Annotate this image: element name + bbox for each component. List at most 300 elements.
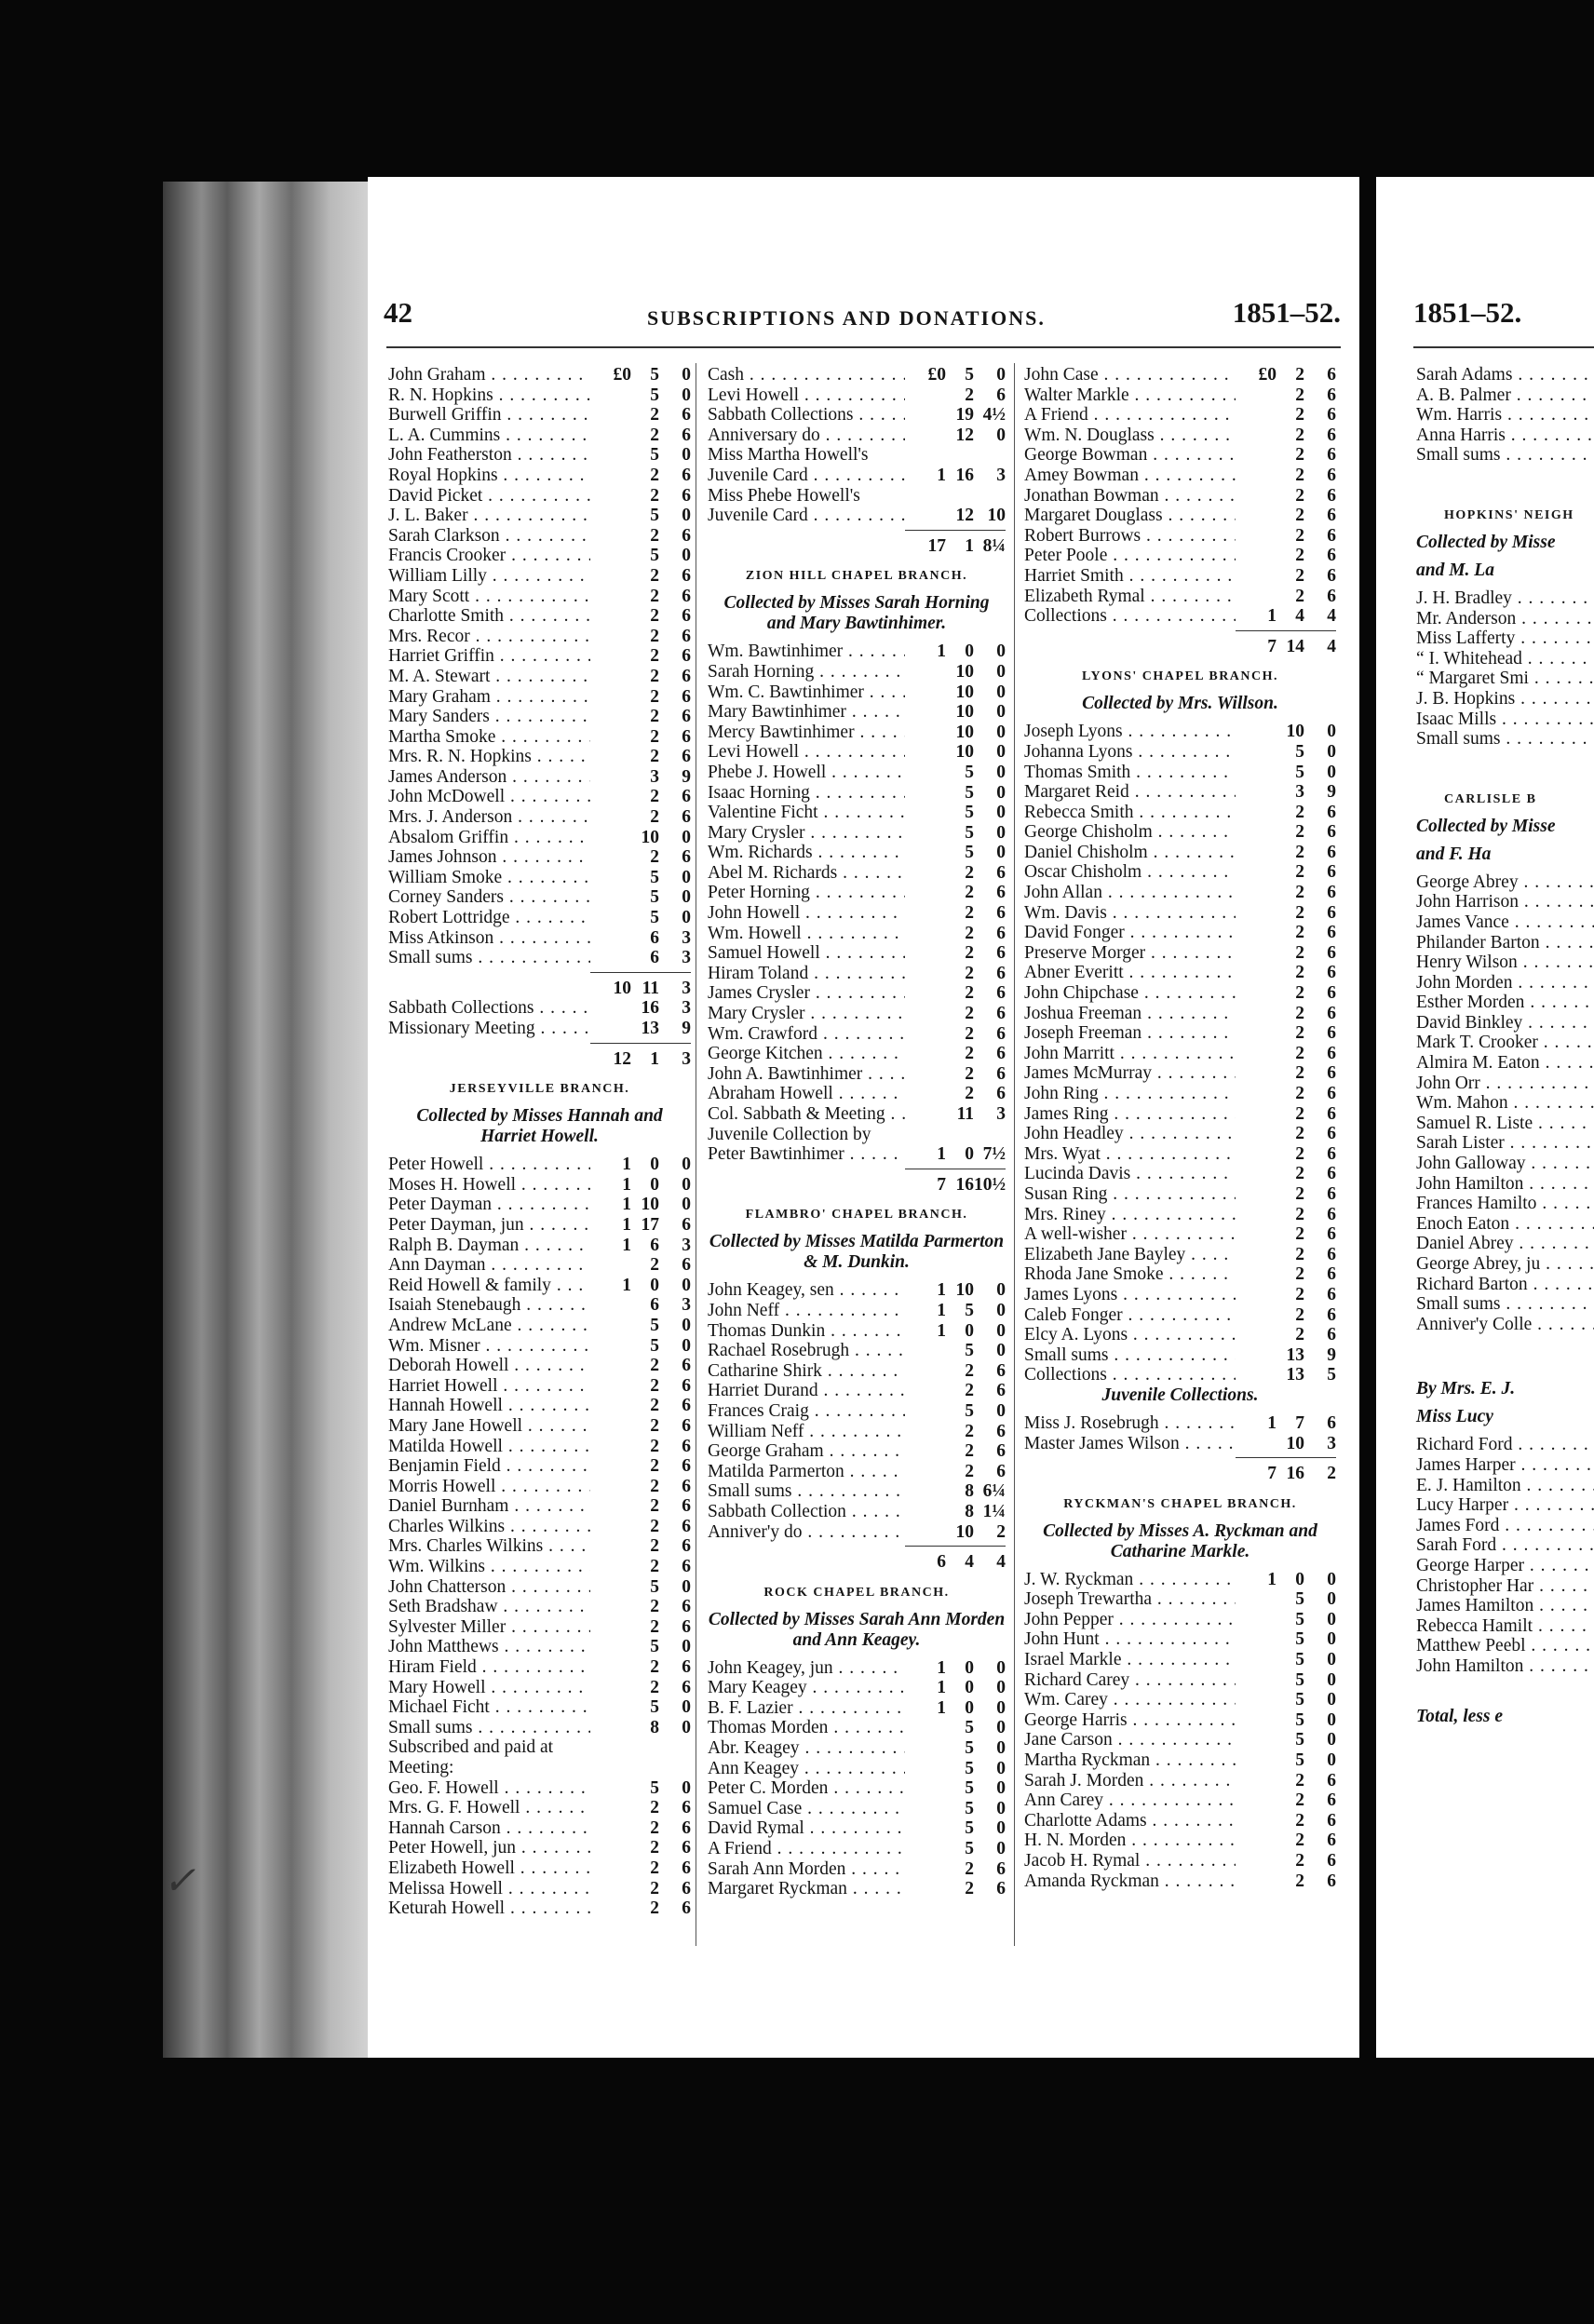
subtotal-row (1024, 637, 1336, 657)
list-item (1024, 445, 1336, 466)
amount-shillings: 5 (965, 1341, 974, 1361)
list-item (1024, 1730, 1336, 1750)
list-item (708, 1799, 1006, 1819)
branch-heading: JERSEYVILLE BRANCH. (449, 1082, 630, 1097)
amount-shillings: 12 (955, 506, 974, 526)
amount-shillings: 2 (1295, 1790, 1304, 1811)
amount-pounds: 1 (622, 1174, 631, 1195)
subscriber-name: John Harrison . . . (1416, 892, 1594, 912)
subscriber-name: David Picket . . . (388, 486, 590, 507)
list-item (708, 883, 1006, 903)
subscriber-name: George Harper . . . (1416, 1556, 1594, 1576)
amount-shillings: 2 (965, 385, 974, 405)
list-item (1024, 1063, 1336, 1084)
subscriber-name: Isaac Mills . . . (1416, 709, 1594, 730)
subscriber-name: James Vance . . . (1416, 912, 1594, 933)
subscriber-name: Abner Everitt . . . (1024, 963, 1236, 983)
amount-pence: 6 (1327, 1264, 1336, 1285)
amount-pence: 6 (996, 1421, 1006, 1441)
amount-pence: 6 (682, 1415, 691, 1436)
subscriber-name: John Marritt . . . (1024, 1044, 1236, 1064)
subscriber-name: Anniver'y Colle . . . (1416, 1315, 1594, 1335)
subscriber-name: Ann Keagey . . . (708, 1759, 905, 1779)
amount-shillings: 10 (1286, 1433, 1304, 1453)
spacer (1416, 1677, 1594, 1692)
amount-shillings: 6 (650, 1295, 659, 1316)
amount-shillings: 2 (650, 1657, 659, 1678)
amount-pence: 6 (1327, 902, 1336, 923)
amount-pence: 0 (682, 1315, 691, 1335)
collector-note: Collected by Misses Sarah Ann Morden and Ann Keagey. (708, 1609, 1006, 1650)
collector-note: Collected by Misses Hannah and Harriet Howell. (416, 1106, 663, 1147)
list-item (1024, 566, 1336, 587)
branch-heading: HOPKINS' NEIGH (1444, 507, 1574, 522)
subscriber-name: Peter Howell . . . (388, 1155, 590, 1175)
list-item (708, 1698, 1006, 1719)
subscriber-name: Thomas Morden . . . (708, 1718, 905, 1738)
subscriber-name: Burwell Griffin . . . (388, 405, 590, 426)
list-item (1024, 486, 1336, 507)
list-item (1416, 993, 1594, 1013)
subscriber-name: Benjamin Field . . . (388, 1456, 590, 1477)
list-item (1024, 1205, 1336, 1225)
list-item (1024, 1851, 1336, 1871)
amount-pence: 1¼ (982, 1501, 1006, 1521)
amount-shillings: 2 (1295, 1183, 1304, 1204)
amount-shillings: 0 (965, 1320, 974, 1341)
subscriber-name: James Hamilton . . . (1416, 1596, 1594, 1616)
amount-pence: 6 (682, 1597, 691, 1617)
list-item (1416, 1636, 1594, 1656)
subscriber-name: John Featherston . . . (388, 445, 590, 466)
subscriber-name: Small sums . . . (1416, 445, 1594, 466)
subscriber-name: Jane Carson . . . (1024, 1730, 1236, 1750)
list-item (388, 1597, 691, 1617)
subscriber-name: John Case . . . (1024, 365, 1236, 385)
subscriber-name: Charlotte Smith . . . (388, 606, 590, 627)
amount-shillings: 2 (650, 787, 659, 807)
list-item (388, 1778, 691, 1799)
collector-note: and M. La (1416, 560, 1494, 580)
subtotal-shillings: 1 (965, 535, 974, 556)
subtotal-row (708, 536, 1006, 557)
amount-shillings: 2 (1295, 1164, 1304, 1184)
list-item (1024, 1325, 1336, 1345)
column-divider (1014, 363, 1015, 1946)
amount-shillings: 0 (965, 642, 974, 662)
amount-shillings: 5 (650, 867, 659, 887)
list-item (388, 606, 691, 627)
amount-shillings: 5 (1295, 762, 1304, 782)
list-item (708, 1004, 1006, 1024)
subscriber-name: Sarah Lister . . . (1416, 1133, 1594, 1154)
amount-shillings: 2 (1295, 1124, 1304, 1144)
subscriber-name: Margaret Reid . . . (1024, 782, 1236, 803)
amount-pence: 0 (1327, 741, 1336, 762)
list-item (388, 1678, 691, 1698)
collector-note: Collected by Misses Sarah Horning and Mary Bawtinhimer. (723, 593, 990, 634)
amount-shillings: 2 (1295, 1304, 1304, 1325)
subscriber-name: J. B. Hopkins . . . (1416, 689, 1594, 709)
subscriber-name: Jacob H. Rymal . . . (1024, 1851, 1236, 1871)
amount-shillings: 2 (1295, 1143, 1304, 1164)
amount-pounds: 1 (937, 1144, 946, 1165)
amount-shillings: 2 (650, 1536, 659, 1557)
list-item (1024, 1224, 1336, 1245)
list-item (708, 1084, 1006, 1104)
subscriber-name: Mrs. J. Anderson . . . (388, 807, 590, 828)
list-item (388, 868, 691, 888)
subtotal-pence: 3 (682, 978, 691, 998)
subscriber-name: Catharine Shirk . . . (708, 1361, 905, 1382)
amount-pence: 0 (996, 1839, 1006, 1859)
subscriber-name: Wm. Davis . . . (1024, 903, 1236, 924)
subscriber-name: Sabbath Collection . . . (708, 1502, 905, 1522)
amount-pence: 6 (996, 385, 1006, 405)
book-page-right (1376, 177, 1594, 2058)
subscriber-name: Robert Lottridge . . . (388, 908, 590, 928)
amount-shillings: 2 (1295, 923, 1304, 943)
list-item (388, 405, 691, 426)
amount-pounds: 1 (937, 1678, 946, 1698)
subtotal-row (1024, 1464, 1336, 1484)
amount-pence: 0 (1327, 1589, 1336, 1610)
amount-pence: 0 (682, 867, 691, 887)
subscriber-name: Margaret Douglass . . . (1024, 506, 1236, 526)
amount-pence: 6 (682, 1516, 691, 1536)
list-item (388, 1276, 691, 1296)
amount-shillings: 0 (650, 1275, 659, 1295)
list-item (708, 723, 1006, 743)
amount-shillings: 2 (1295, 862, 1304, 883)
list-item (1416, 1516, 1594, 1536)
amount-pence: 6 (682, 425, 691, 445)
amount-shillings: 2 (650, 1878, 659, 1898)
subscriber-name: Sarah Adams . . . (1416, 365, 1594, 385)
list-item (708, 1361, 1006, 1382)
list-item (708, 1422, 1006, 1442)
amount-pence: 7½ (982, 1144, 1006, 1165)
subtotal-row (708, 1175, 1006, 1196)
list-item (388, 1456, 691, 1477)
list-item (1416, 1576, 1594, 1597)
amount-pence: 6 (996, 1381, 1006, 1401)
subscriber-name: George Abrey, ju . . . (1416, 1254, 1594, 1275)
amount-shillings: 2 (1295, 1871, 1304, 1891)
subscriber-name: Henry Wilson . . . (1416, 953, 1594, 973)
list-item (388, 767, 691, 788)
amount-shillings: 2 (650, 465, 659, 485)
list-item (1416, 933, 1594, 953)
list-item (1024, 1790, 1336, 1811)
amount-pence: 6 (996, 883, 1006, 903)
subscriber-name: Levi Howell . . . (708, 742, 905, 763)
spacer (1416, 1334, 1594, 1349)
subscriber-name: Sarah J. Morden . . . (1024, 1771, 1236, 1791)
subscriber-name: John Chipchase . . . (1024, 983, 1236, 1004)
subscriber-name: Mary Crysler . . . (708, 823, 905, 844)
subscriber-name: Hiram Toland . . . (708, 964, 905, 984)
subscriber-name: Hannah Carson . . . (388, 1818, 590, 1839)
amount-pence: 6 (1327, 365, 1336, 385)
amount-pence: 6 (682, 1456, 691, 1477)
amount-pounds: 1 (937, 1657, 946, 1678)
amount-pence: 6 (996, 943, 1006, 964)
list-item (708, 1301, 1006, 1321)
amount-shillings: 5 (1295, 1609, 1304, 1629)
subscriber-name: “ Margaret Smi . . . (1416, 669, 1594, 689)
subscriber-name: Wm. N. Douglass . . . (1024, 426, 1236, 446)
list-item (708, 863, 1006, 884)
amount-pence: 0 (996, 762, 1006, 782)
subscriber-name: Harriet Griffin . . . (388, 646, 590, 667)
subscriber-name: Lucy Harper . . . (1416, 1495, 1594, 1516)
list-item (708, 662, 1006, 682)
subscriber-name: A Friend . . . (1024, 405, 1236, 426)
subscriber-name: Miss Phebe Howell's (708, 485, 860, 506)
amount-shillings: 2 (965, 883, 974, 903)
amount-pence: 6 (682, 1536, 691, 1557)
subscriber-name: Thomas Dunkin . . . (708, 1321, 905, 1342)
amount-pence: 6 (1327, 802, 1336, 822)
list-item (1416, 405, 1594, 426)
amount-pence: 6 (682, 747, 691, 767)
list-item (708, 642, 1006, 662)
amount-pence: 6 (996, 923, 1006, 943)
list-item (708, 1839, 1006, 1859)
subscriber-name: Sabbath Collections . . . (708, 405, 905, 426)
amount-pence: 6 (682, 1557, 691, 1577)
amount-shillings: 2 (1295, 883, 1304, 903)
amount-pence: 6 (1327, 525, 1336, 546)
subscriber-name: Anna Harris . . . (1416, 426, 1594, 446)
subscriber-name: Richard Ford . . . (1416, 1435, 1594, 1455)
amount-shillings: 2 (650, 1356, 659, 1376)
subscriber-name: Hannah Howell . . . (388, 1396, 590, 1416)
amount-shillings: 5 (650, 1576, 659, 1597)
list-item (708, 1859, 1006, 1880)
amount-pence: 6 (1327, 1790, 1336, 1811)
amount-pence: 3 (682, 998, 691, 1019)
subscriber-name: Matilda Parmerton . . . (708, 1462, 905, 1482)
amount-shillings: 2 (965, 1084, 974, 1104)
list-item (1024, 883, 1336, 903)
subscriber-name: David Rymal . . . (708, 1818, 905, 1839)
amount-shillings: 2 (650, 646, 659, 667)
list-item (388, 1255, 691, 1276)
list-item (708, 1462, 1006, 1482)
list-item (708, 983, 1006, 1004)
collector-note: Collected by Misse (1416, 532, 1556, 552)
amount-shillings: 17 (641, 1214, 659, 1235)
subscriber-name: Jonathan Bowman . . . (1024, 486, 1236, 507)
subscriber-name: Geo. F. Howell . . . (388, 1778, 590, 1799)
subscriber-name: Harriet Durand . . . (708, 1381, 905, 1401)
subscriber-name: Johanna Lyons . . . (1024, 742, 1236, 763)
list-item (1024, 426, 1336, 446)
amount-shillings: 5 (1295, 1690, 1304, 1710)
subscriber-name: Peter Dayman . . . (388, 1195, 590, 1215)
spacer (1416, 1364, 1594, 1379)
list-item (1024, 526, 1336, 547)
subscriber-name: Frances Hamilto . . . (1416, 1194, 1594, 1214)
amount-shillings: 5 (965, 365, 974, 385)
subscriber-name: Daniel Abrey . . . (1416, 1234, 1594, 1254)
subtotal-pounds: 12 (613, 1048, 631, 1069)
amount-pence: 5 (1327, 1365, 1336, 1385)
page-number: 42 (384, 296, 412, 329)
list-item (1416, 892, 1594, 912)
subscriber-name: Harriet Smith . . . (1024, 566, 1236, 587)
amount-shillings: 5 (650, 887, 659, 908)
amount-pence: 3 (682, 1295, 691, 1316)
subscriber-name: Wm. Misner . . . (388, 1336, 590, 1357)
page-running-title: SUBSCRIPTIONS AND DONATIONS. (647, 306, 1046, 330)
list-item (388, 1195, 691, 1215)
subscriber-name: Mrs. Charles Wilkins . . . (388, 1536, 590, 1557)
amount-pence: 6 (996, 1461, 1006, 1481)
list-item (1024, 1044, 1336, 1064)
subscriber-name: E. J. Hamilton . . . (1416, 1476, 1594, 1496)
amount-pence: 6 (996, 963, 1006, 983)
amount-pence: 0 (996, 661, 1006, 682)
subscriber-name: Mrs. Recor . . . (388, 627, 590, 647)
list-item (708, 843, 1006, 863)
amount-pounds: £0 (1258, 365, 1277, 385)
amount-shillings: 2 (650, 747, 659, 767)
amount-shillings: 8 (650, 1717, 659, 1737)
list-item (708, 1502, 1006, 1522)
list-item (1024, 843, 1336, 863)
list-item (1024, 1871, 1336, 1892)
amount-shillings: 2 (650, 425, 659, 445)
amount-shillings: 2 (965, 1858, 974, 1879)
amount-shillings: 4 (1295, 606, 1304, 627)
subscriber-name: Wm. Carey . . . (1024, 1690, 1236, 1710)
subscriber-name: “ I. Whitehead . . . (1416, 649, 1594, 669)
amount-shillings: 2 (650, 807, 659, 828)
amount-pence: 3 (682, 927, 691, 948)
amount-pence: 0 (996, 822, 1006, 843)
amount-shillings: 2 (1295, 963, 1304, 983)
list-item (388, 1737, 691, 1758)
amount-pence: 6 (1327, 1204, 1336, 1224)
subscriber-name: Matilda Howell . . . (388, 1437, 590, 1457)
list-item (388, 1818, 691, 1839)
subscriber-name: Mary Crysler . . . (708, 1004, 905, 1024)
amount-shillings: 2 (1295, 445, 1304, 466)
collector-note: By Mrs. E. J. (1416, 1379, 1516, 1399)
list-item (1024, 782, 1336, 803)
subscriber-name: Enoch Eaton . . . (1416, 1214, 1594, 1235)
amount-pence: 0 (682, 1576, 691, 1597)
subscriber-name: Harriet Howell . . . (388, 1376, 590, 1397)
list-item (1024, 1434, 1336, 1454)
list-item (388, 1577, 691, 1598)
amount-pence: 6 (996, 1063, 1006, 1084)
subscriber-name: John Hamilton . . . (1416, 1656, 1594, 1677)
subtotal-pounds: 6 (937, 1552, 946, 1573)
subscriber-name: Reid Howell & family . . . (388, 1276, 590, 1296)
list-item (1416, 1174, 1594, 1195)
amount-pence: 6 (1327, 942, 1336, 963)
subtotal-pence: 3 (682, 1048, 691, 1069)
amount-pence: 6 (996, 1004, 1006, 1024)
amount-shillings: 2 (1295, 565, 1304, 586)
list-item (388, 1175, 691, 1196)
collector-note: Collected by Mrs. Willson. (1082, 694, 1278, 714)
list-item (1416, 1294, 1594, 1315)
list-item (708, 1481, 1006, 1502)
amount-shillings: 2 (650, 1838, 659, 1858)
subscriber-name: Royal Hopkins . . . (388, 466, 590, 486)
subscription-column-3 (1024, 365, 1336, 1891)
subscriber-name: John Keagey, sen . . . (708, 1280, 905, 1301)
list-item (1024, 1610, 1336, 1630)
list-item (388, 426, 691, 446)
amount-shillings: 2 (650, 726, 659, 747)
amount-pence: 6 (996, 1044, 1006, 1064)
subscriber-name: Corney Sanders . . . (388, 887, 590, 908)
amount-pence: 0 (996, 1738, 1006, 1759)
amount-shillings: 2 (965, 923, 974, 943)
amount-shillings: 2 (965, 1879, 974, 1899)
list-item (388, 1517, 691, 1537)
list-item (708, 1718, 1006, 1738)
amount-pence: 6 (682, 1898, 691, 1919)
subscriber-name: Elcy A. Lyons . . . (1024, 1325, 1236, 1345)
subscriber-name: Anniver'y do . . . (708, 1522, 905, 1543)
list-item (1416, 872, 1594, 893)
amount-pence: 0 (996, 782, 1006, 803)
amount-pence: 9 (1327, 1344, 1336, 1365)
list-item (388, 1396, 691, 1416)
amount-pence: 6 (996, 903, 1006, 924)
amount-pence: 0 (1327, 762, 1336, 782)
list-item (1416, 709, 1594, 730)
right-header-rule (1413, 346, 1594, 348)
list-item (388, 1617, 691, 1638)
list-item (708, 1879, 1006, 1899)
list-item (1024, 943, 1336, 964)
subtotal-rule (905, 1546, 1006, 1550)
subscriber-name: Richard Barton . . . (1416, 1275, 1594, 1295)
subscriber-name: Keturah Howell . . . (388, 1898, 590, 1919)
subscriber-name: Caleb Fonger . . . (1024, 1305, 1236, 1326)
spacer (1416, 480, 1594, 495)
list-item (388, 887, 691, 908)
amount-pence: 6 (682, 1396, 691, 1416)
amount-pence: 3 (682, 948, 691, 968)
amount-shillings: 2 (650, 666, 659, 686)
amount-shillings: 2 (650, 405, 659, 426)
branch-heading: CARLISLE B (1444, 791, 1537, 806)
list-item (1024, 1670, 1336, 1691)
amount-pounds: 1 (937, 642, 946, 662)
list-item (708, 1280, 1006, 1301)
amount-shillings: 5 (965, 1400, 974, 1421)
amount-shillings: 5 (650, 1697, 659, 1718)
list-item (1416, 426, 1594, 446)
list-item (388, 1557, 691, 1577)
subtotal-pence: 2 (1327, 1464, 1336, 1484)
amount-shillings: 2 (650, 1255, 659, 1276)
amount-pence: 0 (1327, 1730, 1336, 1750)
subscriber-name: Sabbath Collections . . . (388, 998, 590, 1019)
list-item (388, 1477, 691, 1497)
subscriber-name: Ralph B. Dayman . . . (388, 1236, 590, 1256)
subscriber-name: Melissa Howell . . . (388, 1879, 590, 1899)
